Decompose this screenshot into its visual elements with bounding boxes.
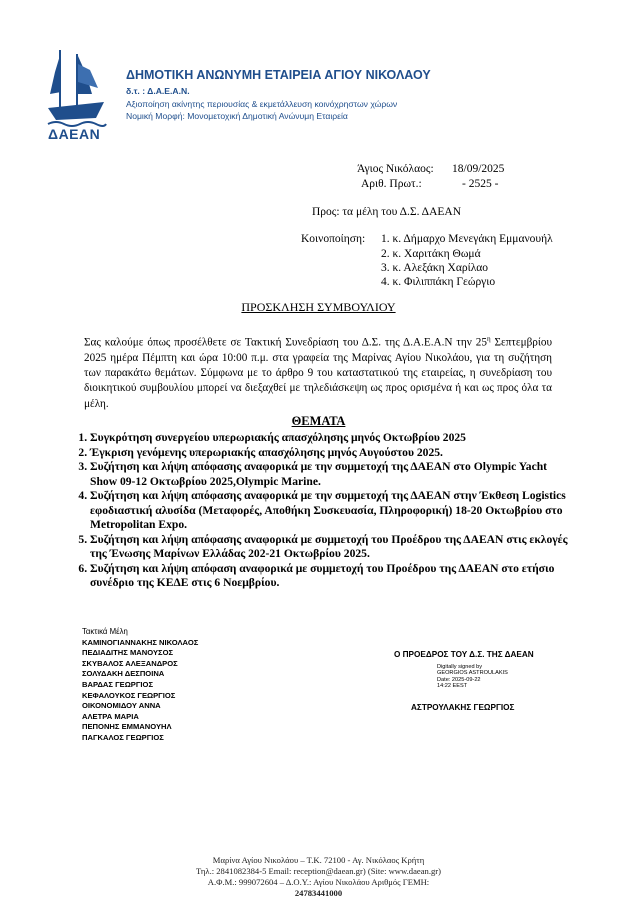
recipients-line: Προς: τα μέλη του Δ.Σ. ΔΑΕΑΝ: [312, 206, 462, 218]
theme-item: 6. Συζήτηση και λήψη απόφαση αναφορικά με συμμετοχή του Προέδρου της ΔΑΕΑΝ στο ετήσιο συνέδριο της ΚΕΔΕ στις 6 Νοεμβρίου.: [90, 562, 570, 591]
board-members: [82, 627, 198, 744]
theme-item: 2. Έγκριση γενόμενης υπερωριακής απασχόλησης μηνός Αυγούστου 2025.: [90, 446, 570, 461]
theme-item: 4. Συζήτηση και λήψη απόφασης αναφορικά με την συμμετοχή της ΔΑΕΑΝ στην Έκθεση Logistics εφοδιαστική αλυσίδα (Μεταφορές, Αποθήκη Συσκευασία, Πληροφορική) 18-20 Οκτωβρίου στο Metropolitan Expo.: [90, 489, 570, 533]
body-superscript: η: [486, 335, 491, 343]
footer-tax-info: Α.Φ.Μ.: 999072604 – Δ.Ο.Υ.: Αγίου Νικολάου Αριθμός ΓΕΜΗ:: [207, 877, 430, 887]
member-name: ΒΑΡΔΑΣ ΓΕΩΡΓΙΟΣ: [82, 679, 153, 689]
member-name: ΣΚΥΒΑΛΟΣ ΑΛΕΞΑΝΔΡΟΣ: [82, 658, 178, 668]
ship-logo-icon: [46, 44, 108, 128]
footer-registry-number: 24783441000: [294, 888, 343, 898]
members-caption: Τακτικά Μέλη: [82, 627, 128, 636]
invitation-paragraph: [84, 332, 552, 412]
org-legal-form: Νομική Μορφή: Μονομετοχική Δημοτική Ανώνυμη Εταιρεία: [126, 111, 348, 121]
member-name: ΠΑΓΚΑΛΟΣ ΓΕΩΡΓΙΟΣ: [82, 732, 164, 742]
org-purpose: Αξιοποίηση ακίνητης περιουσίας & εκμετάλλευση κοινόχρηστων χώρων: [126, 99, 398, 109]
org-short-name: δ.τ. : Δ.Α.Ε.Α.Ν.: [126, 86, 190, 96]
cc-item: 3. κ. Αλεξάκη Χαρίλαο: [381, 262, 489, 274]
member-name: ΚΑΜΙΝΟΓΙΑΝΝΑΚΗΣ ΝΙΚΟΛΑΟΣ: [82, 637, 199, 647]
org-name: ΔΗΜΟΤΙΚΗ ΑΝΩΝΥΜΗ ΕΤΑΙΡΕΙΑ ΑΓΙΟΥ ΝΙΚΟΛΑΟΥ: [126, 68, 431, 82]
themes-list: [74, 431, 570, 591]
protocol-number: - 2525 -: [462, 178, 499, 190]
member-name: ΠΕΔΙΑΔΙΤΗΣ ΜΑΝΟΥΣΟΣ: [82, 648, 174, 658]
themes-heading: ΘΕΜΑΤΑ: [291, 414, 346, 428]
member-name: ΠΕΠΟΝΗΣ ΕΜΜΑΝΟΥΗΛ: [82, 722, 172, 732]
signature-line: GEORGIOS ASTROULAKIS: [437, 670, 508, 677]
signature-line: Date: 2025-09-22: [437, 676, 481, 683]
digital-signature: [437, 664, 508, 690]
document-date: 18/09/2025: [452, 163, 505, 175]
member-name: ΚΕΦΑΛΟΥΚΟΣ ΓΕΩΡΓΙΟΣ: [82, 690, 176, 700]
document-subject: ΠΡΟΣΚΛΗΣΗ ΣΥΜΒΟΥΛΙΟΥ: [241, 300, 396, 314]
body-text-start: Σας καλούμε όπως προσέλθετε σε Τακτική Συνεδρίαση του Δ.Σ. της Δ.Α.Ε.Α.Ν την 25: [84, 336, 487, 349]
member-name: ΟΙΚΟΝΟΜΙΔΟΥ ΑΝΝΑ: [82, 701, 161, 711]
theme-item: 5. Συζήτηση και λήψη απόφασης αναφορικά με συμμετοχή του Προέδρου της ΔΑΕΑΝ στις εκλογές της Ένωσης Μαρίνων Ελλάδας 202-21 Οκτωβρίου 2025.: [90, 533, 570, 562]
footer-contact: Τηλ.: 2841082384-5 Email: reception@daean.gr) (Site: www.daean.gr): [195, 866, 442, 876]
logo-text: ΔΑΕΑΝ: [48, 126, 101, 142]
president-title: Ο ΠΡΟΕΔΡΟΣ ΤΟΥ Δ.Σ. ΤΗΣ ΔΑΕΑΝ: [394, 650, 534, 659]
protocol-label: Αριθ. Πρωτ.:: [361, 178, 422, 190]
place-date-label: Άγιος Νικόλαος:: [357, 163, 434, 175]
cc-item: 2. κ. Χαριτάκη Θωμά: [381, 248, 481, 260]
member-name: ΣΟΛΥΔΑΚΗ ΔΕΣΠΟΙΝΑ: [82, 669, 165, 679]
cc-item: 4. κ. Φιλιππάκη Γεώργιο: [381, 276, 496, 288]
cc-label: Κοινοποίηση:: [301, 233, 366, 245]
signature-line: Digitally signed by: [437, 664, 483, 670]
body-text-end: Σεπτεμβρίου 2025 ημέρα Πέμπτη και ώρα 10:00 π.μ. στα γραφεία της Μαρίνας Αγίου Νικολάου, για τη συζήτηση των παρακάτω θεμάτων. Σύμφωνα με το άρθρο 9 του καταστατικού της εταιρείας, η συνεδρίαση του διοικητικού συμβουλίου μπορεί να διεξαχθεί με τηλεδιάσκεψη ως προς ορισμένα ή και ως προς όλα τα μέλη.: [84, 336, 553, 410]
footer-address: Μαρίνα Αγίου Νικολάου – Τ.Κ. 72100 - Αγ. Νικόλαος Κρήτη: [212, 855, 425, 865]
theme-item: 1. Συγκρότηση συνεργείου υπερωριακής απασχόλησης μηνός Οκτωβρίου 2025: [90, 431, 570, 446]
theme-item: 3. Συζήτηση και λήψη απόφασης αναφορικά με την συμμετοχή της ΔΑΕΑΝ στο Olympic Yacht Show 09-12 Οκτωβρίου 2025,Olympic Marine.: [90, 460, 570, 489]
signature-line: 14:22 EEST: [437, 683, 468, 690]
cc-item: 1. κ. Δήμαρχο Μενεγάκη Εμμανουήλ: [381, 233, 553, 245]
member-name: ΑΛΕΤΡΑ ΜΑΡΙΑ: [82, 711, 139, 721]
president-name: ΑΣΤΡΟΥΛΑΚΗΣ ΓΕΩΡΓΙΟΣ: [411, 703, 515, 712]
